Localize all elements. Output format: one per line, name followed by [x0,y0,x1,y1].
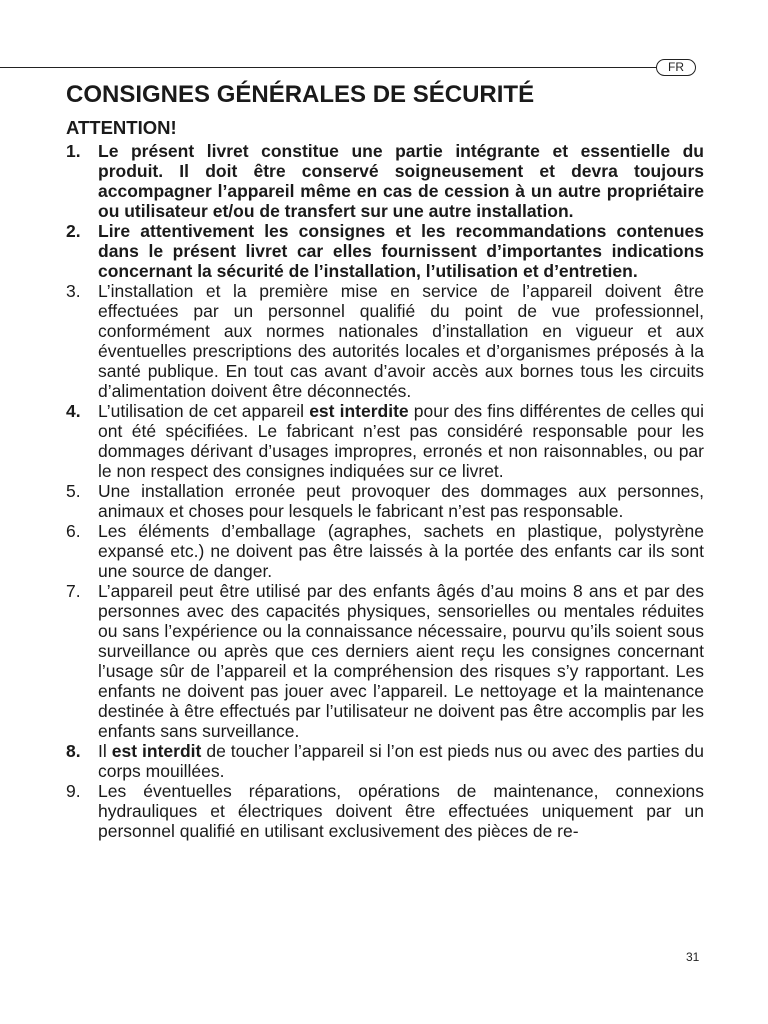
item-number: 6. [66,521,81,541]
list-item-8 [66,741,704,781]
item-text: Les éléments d’emballage (agraphes, sachets en plastique, polystyrène expansé etc.) ne doivent pas être laissés à la portée des enfants car ils sont une source de danger. [98,521,704,581]
language-badge: FR [656,59,696,76]
page-title: CONSIGNES GÉNÉRALES DE SÉCURITÉ [66,81,535,108]
item-number: 3. [66,281,81,301]
item-text-emphasis: est interdite [309,401,409,421]
header-rule [0,67,656,68]
safety-instructions-list [66,141,704,841]
item-number: 8. [66,741,81,761]
attention-heading: ATTENTION! [66,117,177,138]
item-text: Le présent livret constitue une partie intégrante et essentielle du produit. Il doit être conservé soigneusement et devra toujours accompagner l’appareil même en cas de cession à un autre propriétaire ou utilisateur et/ou de transfert sur une autre installation. [98,141,704,221]
item-text: Lire attentivement les consignes et les recommandations contenues dans le présent livret car elles fournissent d’importantes indications concernant la sécurité de l’installation, l’utilisation et d’entretien. [98,221,704,281]
item-text: L’installation et la première mise en service de l’appareil doivent être effectuées par un personnel qualifié du point de vue professionnel, conformément aux normes nationales d’installation en vigueur et aux éventuelles prescriptions des autorités locales et d’organismes préposés à la santé publique. En tout cas avant d’avoir accès aux bornes tous les circuits d’alimentation doivent être déconnectés. [98,281,704,401]
item-text: L’appareil peut être utilisé par des enfants âgés d’au moins 8 ans et par des personnes avec des capacités physiques, sensorielles ou mentales réduites ou sans l’expérience ou la connaissance nécessaire, pourvu qu’ils soient sous surveillance ou après que ces derniers aient reçu les consignes concernant l’usage sûr de l’appareil et la compréhension des risques s’y rapportant. Les enfants ne doivent pas jouer avec l’appareil. Le nettoyage et la maintenance destinée à être effectués par l’utilisateur ne doivent pas être accomplis par les enfants sans surveillance. [98,581,704,741]
list-item-4 [66,401,704,481]
item-number: 7. [66,581,81,601]
list-item-9 [66,781,704,841]
item-number: 9. [66,781,81,801]
item-text-start: L’utilisation de cet appareil [98,401,310,421]
item-text [98,741,704,781]
item-text-start: Il [98,741,112,761]
item-text-emphasis: est interdit [111,741,202,761]
list-item-7 [66,581,704,741]
item-text-end: pour des fins différentes de celles qui ont été spécifiées. Le fabricant n’est pas considéré responsable pour les dommages dérivant d’usages impropres, erronés et non raisonnables, ou par le non respect des consignes indiquées sur ce livret. [98,401,704,481]
item-text-end: de toucher l’appareil si l’on est pieds nus ou avec des parties du corps mouillées. [98,741,704,781]
item-number: 4. [66,401,81,421]
item-number: 2. [66,221,81,241]
page-number: 31 [686,950,700,964]
list-item-6 [66,521,704,581]
list-item-3 [66,281,704,401]
list-item-5 [66,481,704,521]
item-text: Une installation erronée peut provoquer des dommages aux personnes, animaux et choses pour lesquels le fabricant n’est pas responsable. [98,481,704,521]
item-number: 1. [66,141,81,161]
item-text: Les éventuelles réparations, opérations de maintenance, connexions hydrauliques et électriques doivent être effectuées uniquement par un personnel qualifié en utilisant exclusivement des pièces de re- [98,781,704,841]
item-text [98,401,704,481]
item-number: 5. [66,481,81,501]
list-item-2 [66,221,704,281]
list-item-1 [66,141,704,221]
